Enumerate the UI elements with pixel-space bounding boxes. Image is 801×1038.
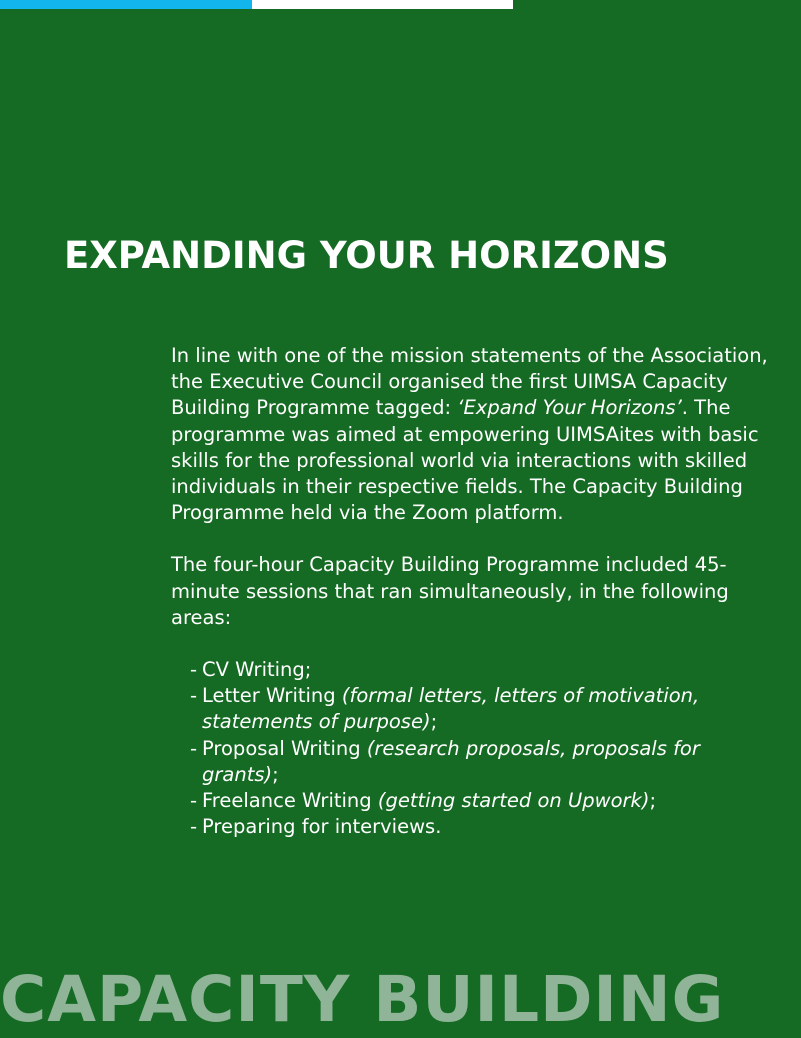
list-item	[190, 814, 771, 840]
area-note: (research proposals, proposals for grants)	[202, 736, 700, 786]
top-accent-bar	[0, 0, 513, 9]
list-dash: -	[190, 815, 198, 839]
area-note: (getting started on Upwork)	[377, 789, 650, 813]
list-item	[190, 683, 771, 735]
area-label: Proposal Writing	[202, 736, 367, 760]
article-body	[171, 343, 771, 840]
intro-text-end: . The programme was aimed at empowering UIMSAites with basic skills for the professional world via interactions with skilled individuals in their respective fields. The Capacity Building Programme held via the Zoom platform.	[171, 396, 759, 525]
area-note: (formal letters, letters of motivation, statements of purpose)	[202, 684, 700, 734]
intro-text-start: In line with one of the mission statements of the Association, the Executive Council organised the first UIMSA Capacity Building Programme tagged:	[171, 344, 768, 420]
section-title: EXPANDING YOUR HORIZONS	[64, 234, 669, 277]
list-item	[190, 657, 771, 683]
list-dash: -	[190, 684, 198, 708]
area-label: CV Writing;	[202, 658, 312, 682]
intro-paragraph	[171, 343, 771, 526]
list-item	[190, 736, 771, 788]
area-end: ;	[430, 710, 438, 734]
area-label: Letter Writing	[202, 684, 342, 708]
sessions-paragraph: The four-hour Capacity Building Programme included 45-minute sessions that ran simultaneously, in the following areas:	[171, 553, 729, 629]
top-accent-bar-white	[252, 0, 513, 9]
area-label: Preparing for interviews.	[202, 815, 442, 839]
footer-heading: CAPACITY BUILDING	[0, 963, 725, 1036]
top-accent-bar-blue	[0, 0, 252, 9]
list-dash: -	[190, 736, 198, 760]
area-end: ;	[272, 762, 279, 786]
list-dash: -	[190, 789, 198, 813]
area-end: ;	[649, 789, 657, 813]
list-dash: -	[190, 658, 198, 682]
area-label: Freelance Writing	[202, 789, 378, 813]
session-areas-list	[171, 657, 771, 840]
programme-tag: ‘Expand Your Horizons’	[457, 396, 682, 420]
list-item	[190, 788, 771, 814]
